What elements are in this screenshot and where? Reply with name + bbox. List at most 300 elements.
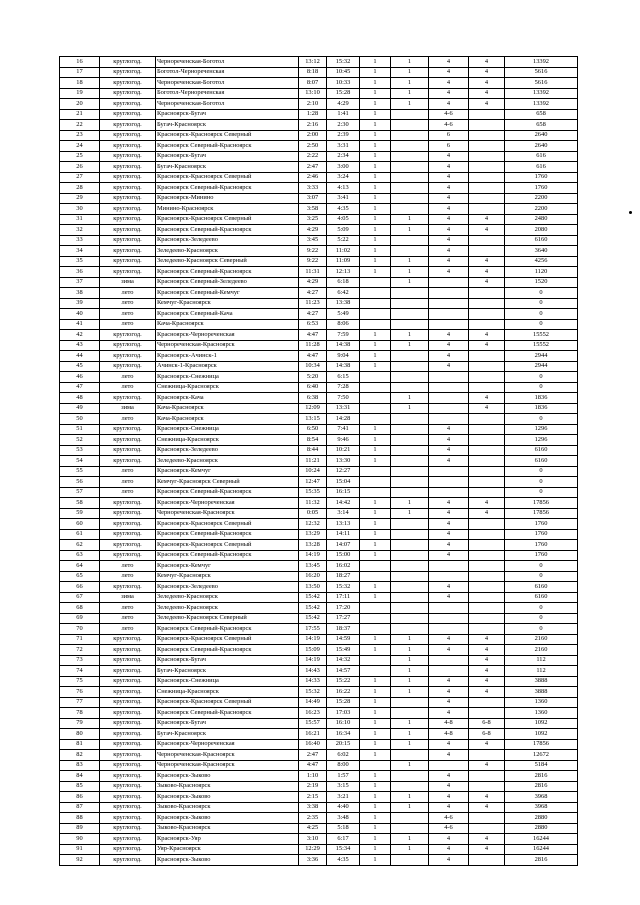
cars-b-cell (469, 477, 505, 488)
season-cell: лето (100, 477, 156, 488)
departure-cell: 2:16 (299, 120, 327, 131)
total-cell: 13392 (505, 99, 578, 110)
route-cell: Красноярск Северный-Кемчуг (156, 288, 299, 299)
row-number: 37 (60, 277, 100, 288)
arrival-cell: 15:00 (327, 550, 360, 561)
count-a-cell: 1 (360, 634, 391, 645)
total-cell: 1520 (505, 277, 578, 288)
season-cell: лето (100, 382, 156, 393)
row-number: 65 (60, 571, 100, 582)
total-cell: 1120 (505, 267, 578, 278)
table-row (60, 456, 578, 467)
count-b-cell (391, 246, 429, 257)
row-number: 84 (60, 771, 100, 782)
count-a-cell: 1 (360, 57, 391, 68)
count-a-cell: 1 (360, 162, 391, 173)
arrival-cell: 6:15 (327, 372, 360, 383)
count-a-cell (360, 372, 391, 383)
season-cell: круглогод. (100, 351, 156, 362)
table-row (60, 183, 578, 194)
season-cell: круглогод. (100, 508, 156, 519)
table-row (60, 760, 578, 771)
arrival-cell: 15:34 (327, 844, 360, 855)
total-cell: 0 (505, 624, 578, 635)
cars-a-cell (429, 382, 469, 393)
count-a-cell: 1 (360, 750, 391, 761)
cars-b-cell: 4 (469, 267, 505, 278)
departure-cell: 3:25 (299, 214, 327, 225)
route-cell: Кача-Красноярск (156, 414, 299, 425)
count-a-cell: 1 (360, 141, 391, 152)
route-cell: Красноярск-Уяр (156, 834, 299, 845)
row-number: 78 (60, 708, 100, 719)
departure-cell: 0:05 (299, 508, 327, 519)
departure-cell: 12:29 (299, 844, 327, 855)
departure-cell: 6:38 (299, 393, 327, 404)
cars-b-cell (469, 466, 505, 477)
season-cell: круглогод. (100, 130, 156, 141)
cars-b-cell: 4 (469, 645, 505, 656)
arrival-cell: 5:49 (327, 309, 360, 320)
count-b-cell: 1 (391, 834, 429, 845)
total-cell: 0 (505, 288, 578, 299)
table-row (60, 88, 578, 99)
departure-cell: 4:27 (299, 288, 327, 299)
season-cell: зима (100, 277, 156, 288)
arrival-cell: 1:57 (327, 771, 360, 782)
total-cell: 17856 (505, 498, 578, 509)
season-cell: круглогод. (100, 456, 156, 467)
count-a-cell (360, 309, 391, 320)
season-cell: круглогод. (100, 739, 156, 750)
count-b-cell (391, 445, 429, 456)
cars-b-cell (469, 109, 505, 120)
route-cell: Красноярск Северный-Красноярск (156, 487, 299, 498)
count-b-cell: 1 (391, 330, 429, 341)
row-number: 83 (60, 760, 100, 771)
arrival-cell: 17:20 (327, 603, 360, 614)
cars-a-cell: 4 (429, 235, 469, 246)
arrival-cell: 5:09 (327, 225, 360, 236)
row-number: 25 (60, 151, 100, 162)
departure-cell: 1:10 (299, 771, 327, 782)
total-cell: 15552 (505, 340, 578, 351)
row-number: 47 (60, 382, 100, 393)
table-row (60, 802, 578, 813)
season-cell: круглогод. (100, 99, 156, 110)
table-row (60, 750, 578, 761)
total-cell: 1836 (505, 393, 578, 404)
route-cell: Зеледеево-Красноярск Северный (156, 613, 299, 624)
departure-cell: 16:40 (299, 739, 327, 750)
row-number: 18 (60, 78, 100, 89)
row-number: 75 (60, 676, 100, 687)
row-number: 23 (60, 130, 100, 141)
arrival-cell: 13:31 (327, 403, 360, 414)
count-b-cell (391, 424, 429, 435)
total-cell: 6160 (505, 592, 578, 603)
departure-cell: 13:50 (299, 582, 327, 593)
count-a-cell: 1 (360, 256, 391, 267)
arrival-cell: 11:09 (327, 256, 360, 267)
cars-b-cell (469, 351, 505, 362)
departure-cell: 13:10 (299, 88, 327, 99)
arrival-cell: 13:38 (327, 298, 360, 309)
total-cell: 6160 (505, 582, 578, 593)
total-cell: 2640 (505, 141, 578, 152)
cars-a-cell: 4-6 (429, 120, 469, 131)
route-cell: Красноярск Северный-Красноярск (156, 267, 299, 278)
season-cell: зима (100, 592, 156, 603)
total-cell: 658 (505, 109, 578, 120)
count-b-cell (391, 309, 429, 320)
departure-cell: 13:15 (299, 414, 327, 425)
count-a-cell (360, 298, 391, 309)
arrival-cell: 1:41 (327, 109, 360, 120)
table-row (60, 561, 578, 572)
cars-a-cell (429, 624, 469, 635)
count-b-cell (391, 540, 429, 551)
arrival-cell: 7:28 (327, 382, 360, 393)
season-cell: круглогод. (100, 708, 156, 719)
count-a-cell (360, 319, 391, 330)
cars-b-cell (469, 141, 505, 152)
cars-b-cell: 4 (469, 340, 505, 351)
route-cell: Уяр-Красноярск (156, 844, 299, 855)
row-number: 44 (60, 351, 100, 362)
cars-b-cell (469, 519, 505, 530)
departure-cell: 4:25 (299, 823, 327, 834)
cars-b-cell: 4 (469, 330, 505, 341)
route-cell: Красноярск-Кемчуг (156, 561, 299, 572)
route-cell: Красноярск-Ачинск-1 (156, 351, 299, 362)
cars-a-cell: 4 (429, 99, 469, 110)
departure-cell: 4:29 (299, 277, 327, 288)
row-number: 42 (60, 330, 100, 341)
row-number: 74 (60, 666, 100, 677)
count-a-cell: 1 (360, 729, 391, 740)
count-a-cell (360, 487, 391, 498)
count-b-cell (391, 708, 429, 719)
total-cell: 17856 (505, 739, 578, 750)
cars-b-cell (469, 183, 505, 194)
arrival-cell: 14:28 (327, 414, 360, 425)
departure-cell: 13:45 (299, 561, 327, 572)
count-b-cell (391, 193, 429, 204)
departure-cell: 2:50 (299, 141, 327, 152)
departure-cell: 3:38 (299, 802, 327, 813)
total-cell: 5184 (505, 760, 578, 771)
departure-cell: 9:22 (299, 246, 327, 257)
cars-b-cell (469, 823, 505, 834)
departure-cell: 11:31 (299, 267, 327, 278)
arrival-cell: 16:34 (327, 729, 360, 740)
count-a-cell: 1 (360, 456, 391, 467)
total-cell: 1760 (505, 519, 578, 530)
cars-b-cell: 4 (469, 792, 505, 803)
table-row (60, 57, 578, 68)
table-row (60, 708, 578, 719)
cars-a-cell: 4 (429, 855, 469, 866)
count-b-cell (391, 750, 429, 761)
total-cell: 0 (505, 561, 578, 572)
cars-b-cell (469, 235, 505, 246)
table-row (60, 235, 578, 246)
cars-b-cell: 4 (469, 634, 505, 645)
count-b-cell: 1 (391, 78, 429, 89)
count-b-cell (391, 582, 429, 593)
count-a-cell: 1 (360, 676, 391, 687)
departure-cell: 16:23 (299, 708, 327, 719)
departure-cell: 11:32 (299, 498, 327, 509)
table-row (60, 834, 578, 845)
count-a-cell: 1 (360, 697, 391, 708)
table-row (60, 162, 578, 173)
scan-mark (629, 211, 632, 214)
table-row (60, 193, 578, 204)
table-row (60, 267, 578, 278)
cars-b-cell (469, 309, 505, 320)
departure-cell: 14:19 (299, 655, 327, 666)
route-cell: Красноярск-Красноярск Северный (156, 172, 299, 183)
cars-a-cell: 4 (429, 57, 469, 68)
route-cell: Красноярск-Снежница (156, 424, 299, 435)
departure-cell: 10:34 (299, 361, 327, 372)
cars-a-cell: 4 (429, 456, 469, 467)
count-b-cell (391, 361, 429, 372)
count-b-cell (391, 561, 429, 572)
season-cell: круглогод. (100, 88, 156, 99)
count-b-cell (391, 204, 429, 215)
row-number: 21 (60, 109, 100, 120)
cars-a-cell: 4-6 (429, 813, 469, 824)
cars-b-cell (469, 120, 505, 131)
count-b-cell: 1 (391, 498, 429, 509)
departure-cell: 4:47 (299, 760, 327, 771)
route-cell: Снежница-Красноярск (156, 382, 299, 393)
row-number: 67 (60, 592, 100, 603)
cars-a-cell: 4-6 (429, 823, 469, 834)
season-cell: круглогод. (100, 529, 156, 540)
table-row (60, 550, 578, 561)
count-b-cell (391, 382, 429, 393)
count-a-cell (360, 414, 391, 425)
arrival-cell: 7:41 (327, 424, 360, 435)
table-row (60, 613, 578, 624)
table-row (60, 130, 578, 141)
total-cell: 658 (505, 120, 578, 131)
route-cell: Красноярск-Бугач (156, 109, 299, 120)
table-row (60, 771, 578, 782)
cars-a-cell: 4 (429, 204, 469, 215)
season-cell: круглогод. (100, 655, 156, 666)
arrival-cell: 6:17 (327, 834, 360, 845)
route-cell: Боготол-Чернореченская (156, 67, 299, 78)
count-b-cell (391, 372, 429, 383)
row-number: 70 (60, 624, 100, 635)
total-cell: 0 (505, 382, 578, 393)
season-cell: круглогод. (100, 834, 156, 845)
arrival-cell: 9:46 (327, 435, 360, 446)
table-row (60, 571, 578, 582)
season-cell: круглогод. (100, 760, 156, 771)
season-cell: круглогод. (100, 120, 156, 131)
arrival-cell: 6:02 (327, 750, 360, 761)
arrival-cell: 5:18 (327, 823, 360, 834)
count-a-cell: 1 (360, 424, 391, 435)
departure-cell: 2:10 (299, 99, 327, 110)
row-number: 89 (60, 823, 100, 834)
count-a-cell (360, 382, 391, 393)
cars-a-cell (429, 393, 469, 404)
total-cell: 616 (505, 162, 578, 173)
season-cell: круглогод. (100, 813, 156, 824)
departure-cell: 15:09 (299, 645, 327, 656)
table-row (60, 393, 578, 404)
cars-a-cell: 4 (429, 256, 469, 267)
arrival-cell: 14:57 (327, 666, 360, 677)
table-row (60, 687, 578, 698)
departure-cell: 8:18 (299, 67, 327, 78)
total-cell: 0 (505, 487, 578, 498)
season-cell: лето (100, 309, 156, 320)
row-number: 55 (60, 466, 100, 477)
departure-cell: 2:47 (299, 162, 327, 173)
cars-b-cell (469, 592, 505, 603)
cars-b-cell (469, 162, 505, 173)
cars-b-cell: 4 (469, 99, 505, 110)
count-b-cell (391, 529, 429, 540)
cars-a-cell: 4 (429, 645, 469, 656)
table-row (60, 603, 578, 614)
row-number: 79 (60, 718, 100, 729)
row-number: 56 (60, 477, 100, 488)
table-row (60, 361, 578, 372)
cars-a-cell: 4 (429, 708, 469, 719)
table-row (60, 382, 578, 393)
season-cell: круглогод. (100, 781, 156, 792)
row-number: 81 (60, 739, 100, 750)
cars-b-cell (469, 424, 505, 435)
season-cell: круглогод. (100, 666, 156, 677)
departure-cell: 8:44 (299, 445, 327, 456)
table-row (60, 645, 578, 656)
count-a-cell: 1 (360, 204, 391, 215)
row-number: 54 (60, 456, 100, 467)
cars-a-cell: 4 (429, 330, 469, 341)
count-a-cell: 1 (360, 855, 391, 866)
total-cell: 5616 (505, 78, 578, 89)
arrival-cell: 10:45 (327, 67, 360, 78)
cars-a-cell: 4 (429, 445, 469, 456)
table-row (60, 519, 578, 530)
count-a-cell: 1 (360, 225, 391, 236)
count-a-cell: 1 (360, 813, 391, 824)
season-cell: круглогод. (100, 162, 156, 173)
season-cell: круглогод. (100, 435, 156, 446)
count-a-cell: 1 (360, 193, 391, 204)
table-row (60, 634, 578, 645)
departure-cell: 14:43 (299, 666, 327, 677)
arrival-cell: 2:39 (327, 130, 360, 141)
count-b-cell (391, 613, 429, 624)
count-b-cell (391, 130, 429, 141)
cars-b-cell: 4 (469, 760, 505, 771)
count-a-cell: 1 (360, 529, 391, 540)
departure-cell: 12:09 (299, 403, 327, 414)
arrival-cell: 15:32 (327, 57, 360, 68)
cars-b-cell (469, 624, 505, 635)
row-number: 82 (60, 750, 100, 761)
count-b-cell: 1 (391, 277, 429, 288)
count-b-cell (391, 414, 429, 425)
route-cell: Красноярск Северный-Красноярск (156, 624, 299, 635)
cars-b-cell: 4 (469, 403, 505, 414)
route-cell: Красноярск-Бугач (156, 718, 299, 729)
route-cell: Красноярск-Красноярск Северный (156, 130, 299, 141)
season-cell: круглогод. (100, 750, 156, 761)
season-cell: лето (100, 466, 156, 477)
row-number: 20 (60, 99, 100, 110)
season-cell: круглогод. (100, 67, 156, 78)
cars-b-cell: 4 (469, 508, 505, 519)
table-row (60, 298, 578, 309)
total-cell: 3968 (505, 802, 578, 813)
arrival-cell: 3:31 (327, 141, 360, 152)
total-cell: 0 (505, 309, 578, 320)
total-cell: 0 (505, 319, 578, 330)
route-cell: Красноярск-Чернореченская (156, 739, 299, 750)
total-cell: 3968 (505, 792, 578, 803)
season-cell: круглогод. (100, 771, 156, 782)
departure-cell: 12:32 (299, 519, 327, 530)
total-cell: 0 (505, 571, 578, 582)
departure-cell: 2:22 (299, 151, 327, 162)
cars-a-cell (429, 613, 469, 624)
season-cell: круглогод. (100, 78, 156, 89)
route-cell: Чернореченская-Боготол (156, 99, 299, 110)
cars-b-cell (469, 246, 505, 257)
departure-cell: 5:20 (299, 372, 327, 383)
table-row (60, 582, 578, 593)
row-number: 27 (60, 172, 100, 183)
route-cell: Зеледеево-Красноярск Северный (156, 256, 299, 267)
season-cell: лето (100, 298, 156, 309)
table-row (60, 676, 578, 687)
cars-a-cell (429, 666, 469, 677)
row-number: 24 (60, 141, 100, 152)
cars-a-cell: 4 (429, 172, 469, 183)
count-a-cell: 1 (360, 435, 391, 446)
cars-b-cell: 4 (469, 834, 505, 845)
arrival-cell: 13:30 (327, 456, 360, 467)
count-a-cell: 1 (360, 99, 391, 110)
count-a-cell: 1 (360, 540, 391, 551)
cars-b-cell (469, 550, 505, 561)
count-a-cell: 1 (360, 739, 391, 750)
count-a-cell (360, 393, 391, 404)
cars-b-cell (469, 151, 505, 162)
count-b-cell (391, 235, 429, 246)
count-a-cell: 1 (360, 582, 391, 593)
cars-a-cell: 4 (429, 676, 469, 687)
season-cell: круглогод. (100, 183, 156, 194)
total-cell: 0 (505, 613, 578, 624)
count-b-cell: 1 (391, 634, 429, 645)
route-cell: Ачинск-1-Красноярск (156, 361, 299, 372)
arrival-cell: 6:18 (327, 277, 360, 288)
arrival-cell: 8:06 (327, 319, 360, 330)
